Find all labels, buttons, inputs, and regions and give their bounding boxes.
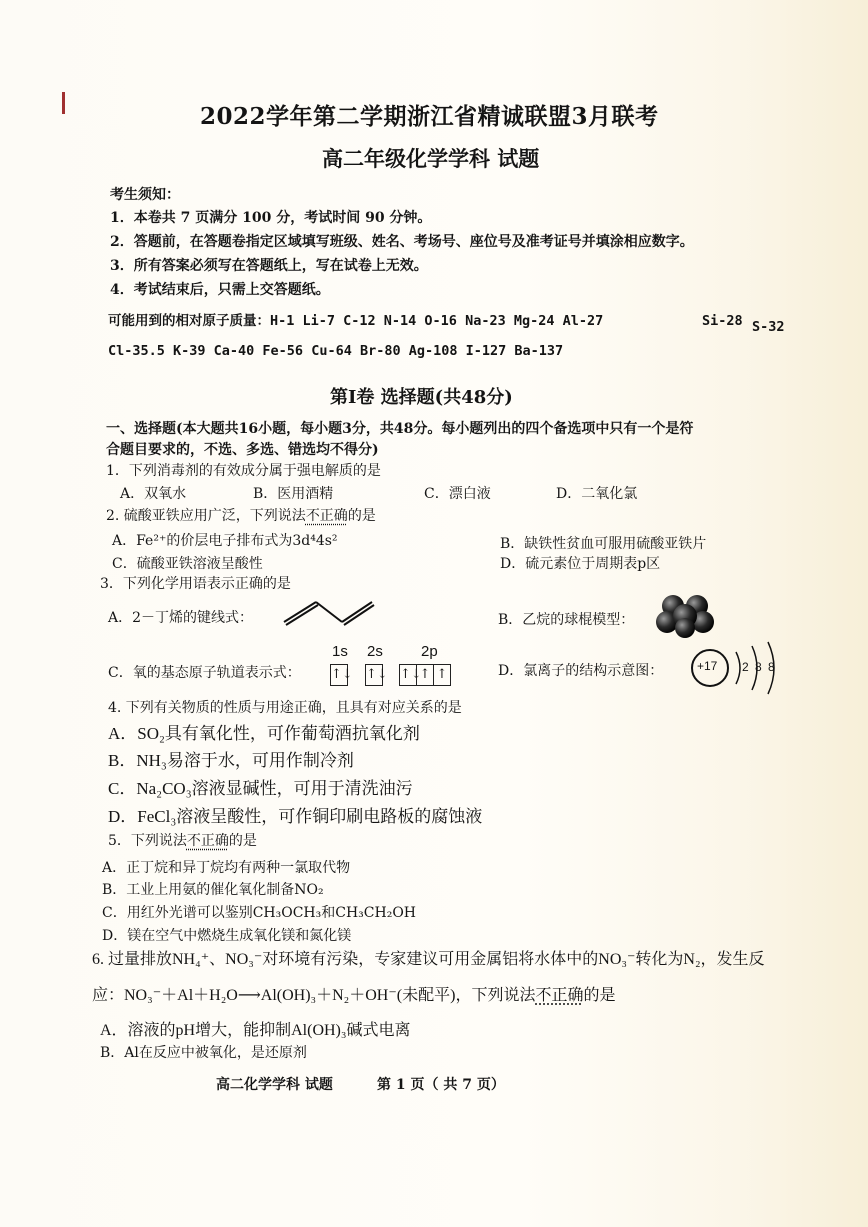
q3-option-b: B．乙烷的球棍模型：: [498, 612, 635, 628]
q1-option-a: A．双氧水: [120, 486, 187, 502]
q3-option-c: C．氧的基态原子轨道表示式：: [108, 665, 301, 681]
q2-stem-end: 的是: [347, 508, 376, 524]
q3-option-d: D．氯离子的结构示意图：: [498, 663, 664, 679]
q2-option-b: B．缺铁性贫血可服用硫酸亚铁片: [500, 536, 707, 552]
ethane-ball-model: [655, 592, 717, 638]
atomic-masses-line-1: 可能用到的相对原子质量：H-1 Li-7 C-12 N-14 O-16 Na-23 Mg-24 Al-27: [108, 313, 604, 329]
q5-stem-emphasis: 不正确: [186, 833, 229, 849]
orbital-label-2p: 2p: [421, 643, 438, 660]
q1-stem: 1．下列消毒剂的有效成分属于强电解质的是: [106, 463, 381, 479]
2-butene-skeletal-formula: [280, 596, 376, 626]
q5-stem: [108, 830, 257, 850]
atomic-masses-line-2: Cl-35.5 K-39 Ca-40 Fe-56 Cu-64 Br-80 Ag-108 I-127 Ba-137: [108, 343, 564, 359]
q2-option-a: A．Fe²⁺的价层电子排布式为3d⁴4s²: [112, 533, 338, 549]
part1-title: 第Ⅰ卷 选择题(共48分): [330, 387, 513, 408]
q1-option-c: C．漂白液: [424, 486, 491, 502]
exam-title: 2022学年第二学期浙江省精诚联盟3月联考: [200, 103, 659, 130]
q3-option-a: A．2－丁烯的键线式：: [108, 610, 254, 626]
q6-reaction-equation: 应：NO₃⁻＋Al＋H₂O⟶Al(OH)₃＋N₂＋OH⁻(未配平)，下列说法: [92, 987, 536, 1004]
notice-heading: 考生须知：: [110, 187, 180, 203]
orbital-box-1s: ↑↓: [330, 664, 348, 686]
part1-instructions-2: 合题目要求的，不选、多选、错选均不得分): [106, 442, 379, 458]
orbital-label-2s: 2s: [367, 643, 383, 660]
footer-subject: 高二化学学科 试题: [216, 1077, 333, 1093]
chloride-shell-electrons: 2 8 8: [742, 660, 775, 674]
q2-stem: [106, 505, 376, 525]
q5-stem-start: 5．下列说法: [108, 833, 187, 849]
atomic-masses-s: S-32: [752, 319, 785, 335]
q6-stem-end: 的是: [583, 987, 616, 1004]
q1-option-d: D．二氧化氯: [556, 486, 638, 502]
chloride-nucleus-charge: +17: [697, 659, 718, 673]
q2-stem-start: 2. 硫酸亚铁应用广泛，下列说法: [106, 508, 306, 524]
q4-option-d: D．FeCl₃溶液呈酸性，可作铜印刷电路板的腐蚀液: [108, 807, 483, 826]
q4-option-b: B．NH₃易溶于水，可用作制冷剂: [108, 751, 354, 770]
orbital-box-2s: ↑↓: [365, 664, 383, 686]
q5-option-a: A．正丁烷和异丁烷均有两种一氯取代物: [102, 860, 351, 876]
orbital-diagram-2p: [399, 664, 450, 686]
q6-option-a: A．溶液的pH增大，能抑制Al(OH)₃碱式电离: [100, 1022, 411, 1039]
q5-option-b: B．工业上用氨的催化氧化制备NO₂: [102, 882, 324, 898]
orbital-box-2p-2: ↑: [416, 664, 434, 686]
q2-option-c: C．硫酸亚铁溶液呈酸性: [112, 556, 263, 572]
atomic-masses-si: Si-28: [702, 313, 743, 329]
q6-stem-emphasis: 不正确: [535, 987, 584, 1004]
orbital-diagram-2s: [365, 664, 388, 686]
orbital-box-2p-1: ↑↓: [399, 664, 417, 686]
footer-page-number: 第 1 页（ 共 7 页）: [377, 1077, 505, 1093]
q5-option-d: D．镁在空气中燃烧生成氧化镁和氮化镁: [102, 928, 352, 944]
q6-option-b: B．Al在反应中被氧化，是还原剂: [100, 1045, 307, 1061]
q3-stem: 3．下列化学用语表示正确的是: [100, 576, 291, 592]
q2-stem-emphasis: 不正确: [305, 508, 348, 524]
part1-instructions-1: 一、选择题(本大题共16小题，每小题3分，共48分。每小题列出的四个备选项中只有一个是符: [106, 421, 694, 437]
q5-stem-end: 的是: [228, 833, 257, 849]
notice-item-2: 2．答题前，在答题卷指定区域填写班级、姓名、考场号、座位号及准考证号并填涂相应数字。: [110, 234, 694, 250]
orbital-label-1s: 1s: [332, 643, 348, 660]
q1-option-b: B．医用酒精: [253, 486, 334, 502]
exam-subtitle: 高二年级化学学科 试题: [322, 146, 540, 171]
q6-stem-line-2: [92, 982, 615, 1005]
q6-stem-line-1: 6. 过量排放NH₄⁺、NO₃⁻对环境有污染，专家建议可用金属铝将水体中的NO₃⁻转化为N₂，发生反: [92, 951, 765, 968]
notice-item-1: 1．本卷共 7 页满分 100 分，考试时间 90 分钟。: [110, 210, 432, 226]
q4-stem: 4. 下列有关物质的性质与用途正确，且具有对应关系的是: [108, 700, 462, 716]
orbital-box-2p-3: ↑: [433, 664, 451, 686]
q5-option-c: C．用红外光谱可以鉴别CH₃OCH₃和CH₃CH₂OH: [102, 905, 417, 921]
margin-mark: [62, 92, 65, 114]
q2-option-d: D．硫元素位于周期表p区: [500, 556, 661, 572]
notice-item-4: 4．考试结束后，只需上交答题纸。: [110, 282, 330, 298]
q4-option-a: A．SO₂具有氧化性，可作葡萄酒抗氧化剂: [108, 724, 420, 743]
orbital-diagram: [330, 664, 353, 686]
q4-option-c: C．Na₂CO₃溶液显碱性，可用于清洗油污: [108, 779, 413, 798]
notice-item-3: 3．所有答案必须写在答题纸上，写在试卷上无效。: [110, 258, 428, 274]
